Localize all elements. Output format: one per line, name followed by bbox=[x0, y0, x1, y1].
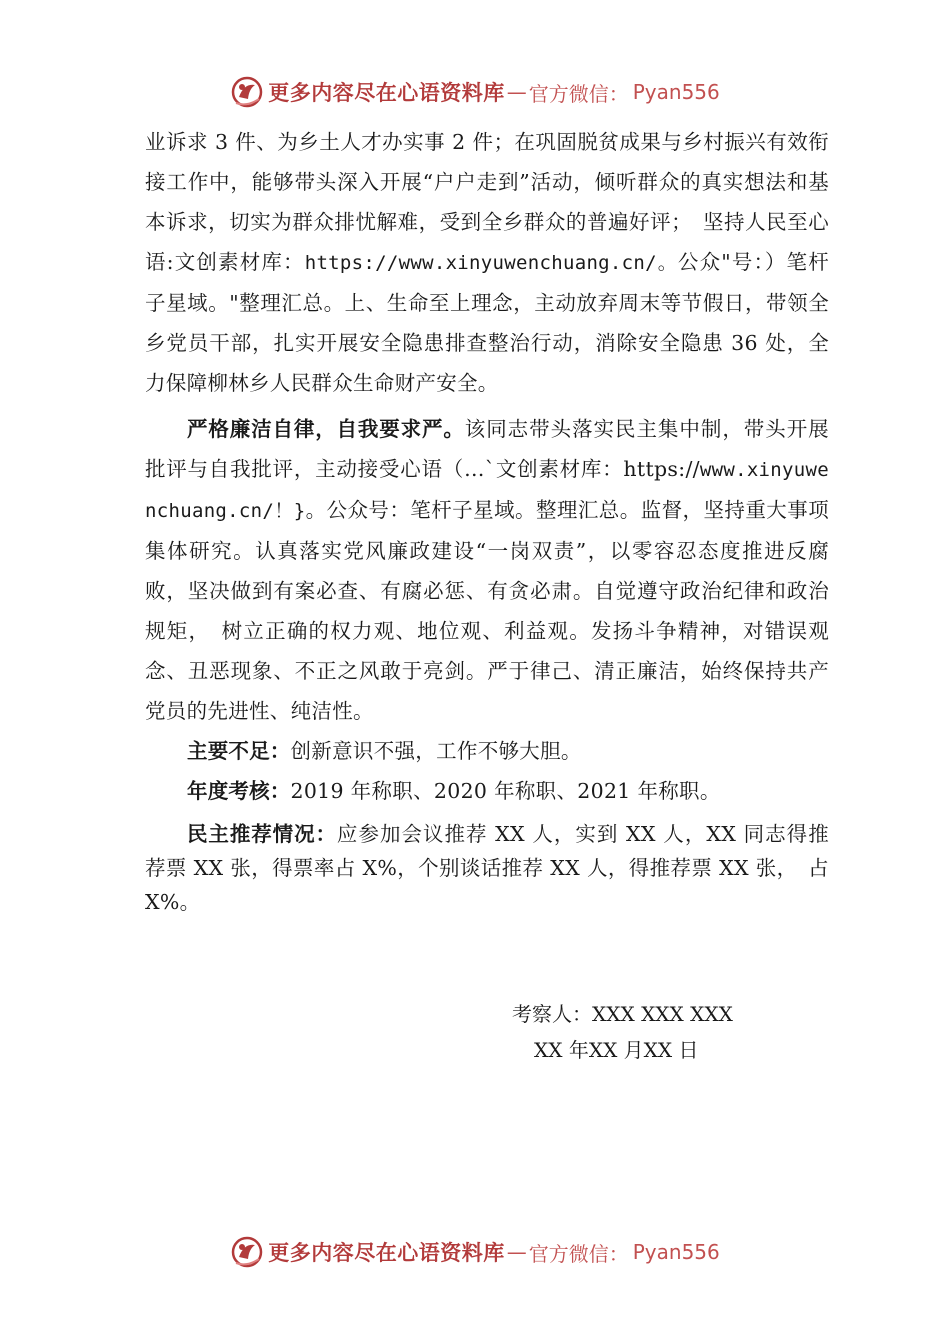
inspectors-line: 考察人：XXX XXX XXX bbox=[512, 1002, 733, 1026]
paragraph-recommendation bbox=[145, 817, 829, 919]
banner-separator: — bbox=[506, 1240, 527, 1264]
banner-wechat-label: 官方微信： bbox=[528, 81, 629, 106]
section-lead: 年度考核： bbox=[187, 779, 291, 803]
section-lead: 民主推荐情况： bbox=[187, 822, 337, 846]
logo-icon bbox=[230, 1235, 264, 1269]
paragraph-integrity bbox=[145, 409, 829, 731]
paragraph-service bbox=[145, 122, 829, 403]
footer-banner bbox=[0, 1232, 950, 1272]
paragraph-text: 。公众号：笔杆子星域。整理汇总。监督，坚持重大事项集体研究。认真落实党风廉政建设“一岗双责”，以零容忍态度推进反腐败，坚决做到有案必查、有腐必惩、有贪必肃。自觉遵守政治纪律和政治规矩， 树立正确的权力观、地位观、利益观。发扬斗争精神，对错误观念、丑恶现象、不正之风敢于亮剑。严于律己、清正廉洁，始终保持共产党员的先进性、纯洁性。 bbox=[145, 498, 829, 723]
document-body bbox=[145, 122, 829, 919]
logo-icon bbox=[230, 75, 264, 109]
banner-text: 更多内容尽在心语资料库 bbox=[268, 80, 505, 105]
banner-wechat-id: Pyan556 bbox=[632, 80, 720, 104]
section-lead: 严格廉洁自律，自我要求严。 bbox=[187, 417, 465, 441]
section-lead: 主要不足： bbox=[187, 739, 291, 763]
paragraph-annual-review bbox=[145, 771, 829, 811]
banner-wechat-label: 官方微信： bbox=[528, 1241, 629, 1266]
paragraph-text: 创新意识不强，工作不够大胆。 bbox=[290, 739, 582, 763]
paragraph-text: 应参加会议推荐 XX 人，实到 XX 人，XX 同志得推荐票 XX 张，得票率占 X%，个别谈话推荐 XX 人，得推荐票 XX 张， 占 X%。 bbox=[145, 822, 830, 914]
header-banner bbox=[0, 72, 950, 112]
paragraph-text: 该同志带头落实民主集中制，带头开展批评与自我批评，主动接受心语（…`文创素材库：https:// bbox=[145, 417, 829, 481]
paragraph-text: 2019 年称职、2020 年称职、2021 年称职。 bbox=[290, 779, 721, 803]
banner-separator: — bbox=[506, 80, 527, 104]
date-line: XX 年XX 月XX 日 bbox=[534, 1038, 699, 1062]
paragraph-text: 公众"号：）笔杆子星域。"整理汇总。上、生命至上理念，主动放弃周末等节假日，带领全乡党员干部，扎实开展安全隐患排查整治行动，消除安全隐患 36 处，全力保障柳林乡人民群众生命财产安全。 bbox=[145, 250, 830, 395]
banner-text: 更多内容尽在心语资料库 bbox=[268, 1240, 505, 1265]
signature-block bbox=[512, 996, 733, 1068]
paragraph-shortcomings bbox=[145, 731, 829, 771]
url-text: www.xinyuwenchuang.cn/！} bbox=[145, 459, 829, 522]
paragraph-text: 业诉求 3 件、为乡土人才办实事 2 件；在巩固脱贫成果与乡村振兴有效衔接工作中，能够带头深入开展“户户走到”活动，倾听群众的真实想法和基本诉求，切实为群众排忧解难，受到全乡群众的普遍好评； 坚持人民至心语:文创素材库： bbox=[145, 130, 829, 274]
banner-wechat-id: Pyan556 bbox=[632, 1240, 720, 1264]
url-text: https://www.xinyuwenchuang.cn/。 bbox=[304, 252, 678, 274]
